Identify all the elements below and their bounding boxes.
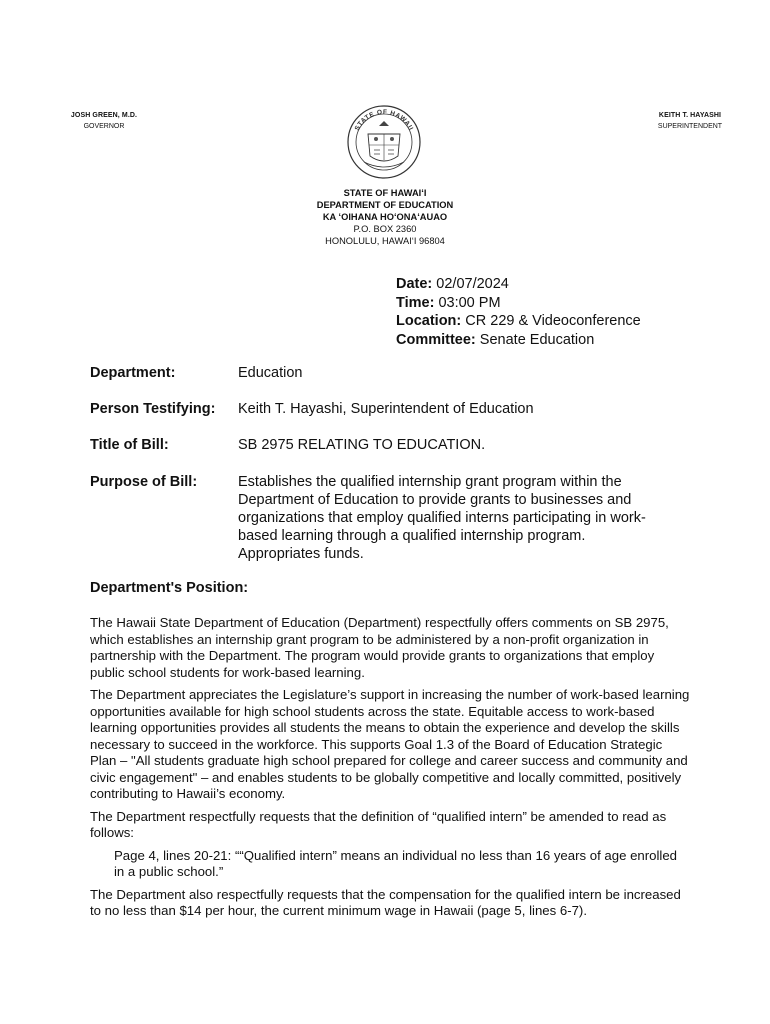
title-label: Title of Bill: — [90, 437, 169, 453]
hearing-meta — [396, 275, 641, 349]
position-paragraph-5: The Department also respectfully requests that the compensation for the qualified intern be increased to no less than $14 per hour, the current minimum wage in Hawaii (page 5, lines 6-7). — [90, 886, 681, 918]
position-paragraph-1: The Hawaii State Department of Education (Department) respectfully offers comments on SB 2975, which establishes an internship grant program to be administered by a non-profit organization in partnership with the Department. The program would provide grants to organizations that employ public school students for work-based learning. — [90, 615, 669, 680]
agency-city: HONOLULU, HAWAIʻI 96804 — [325, 236, 445, 246]
agency-po-box: P.O. BOX 2360 — [353, 224, 417, 234]
department-label: Department: — [90, 365, 176, 381]
title-value: SB 2975 RELATING TO EDUCATION. — [238, 437, 486, 453]
agency-state: STATE OF HAWAIʻI — [343, 188, 427, 198]
purpose-label: Purpose of Bill: — [90, 474, 198, 490]
seal-text: STATE OF HAWAII — [353, 108, 415, 132]
superintendent-block — [640, 112, 740, 130]
governor-title: GOVERNOR — [83, 123, 125, 130]
agency-department: DEPARTMENT OF EDUCATION — [316, 200, 454, 210]
position-paragraph-3: The Department respectfully requests that the definition of “qualified intern” be amended to read as follows: — [90, 808, 667, 840]
position-amendment: Page 4, lines 20-21: ““Qualified intern” means an individual no less than 16 years of age enrolled in a public school.” — [114, 847, 678, 879]
agency-address — [285, 187, 485, 247]
person-value: Keith T. Hayashi, Superintendent of Education — [238, 401, 534, 417]
governor-name: JOSH GREEN, M.D. — [70, 112, 138, 119]
superintendent-name: KEITH T. HAYASHI — [658, 112, 722, 119]
governor-block — [44, 112, 164, 130]
hearing-date: Date: 02/07/2024 — [396, 276, 509, 292]
hearing-time: Time: 03:00 PM — [396, 294, 501, 311]
agency-hawaiian-name: KA ʻOIHANA HOʻONAʻAUAO — [322, 212, 448, 222]
position-paragraph-2: The Department appreciates the Legislature’s support in increasing the number of work-based learning opportunities available for high school students across the state. Equitable access to work-based learning opportunities provides all students the means to obtain the experience and develop the skills necessary to succeed in the workforce. This supports Goal 1.3 of the Board of Education Strategic Plan – "All students graduate high school prepared for college and career success and community and civic engagement" – and enables students to be globally competitive and locally committed, positively contributing to Hawaii’s economy. — [90, 687, 690, 801]
state-seal-icon — [346, 104, 422, 180]
hearing-committee: Committee: Senate Education — [396, 331, 595, 348]
department-value: Education — [238, 365, 303, 381]
position-heading: Department's Position: — [90, 580, 249, 596]
superintendent-title: SUPERINTENDENT — [657, 123, 723, 130]
purpose-value: Establishes the qualified internship grant program within the Department of Education to provide grants to businesses and organizations that employ qualified interns participating in work-based learning through a qualified internship program. Appropriates funds. — [238, 474, 646, 562]
hearing-location: Location: CR 229 & Videoconference — [396, 313, 641, 329]
position-body — [90, 615, 690, 926]
person-label: Person Testifying: — [90, 401, 216, 417]
